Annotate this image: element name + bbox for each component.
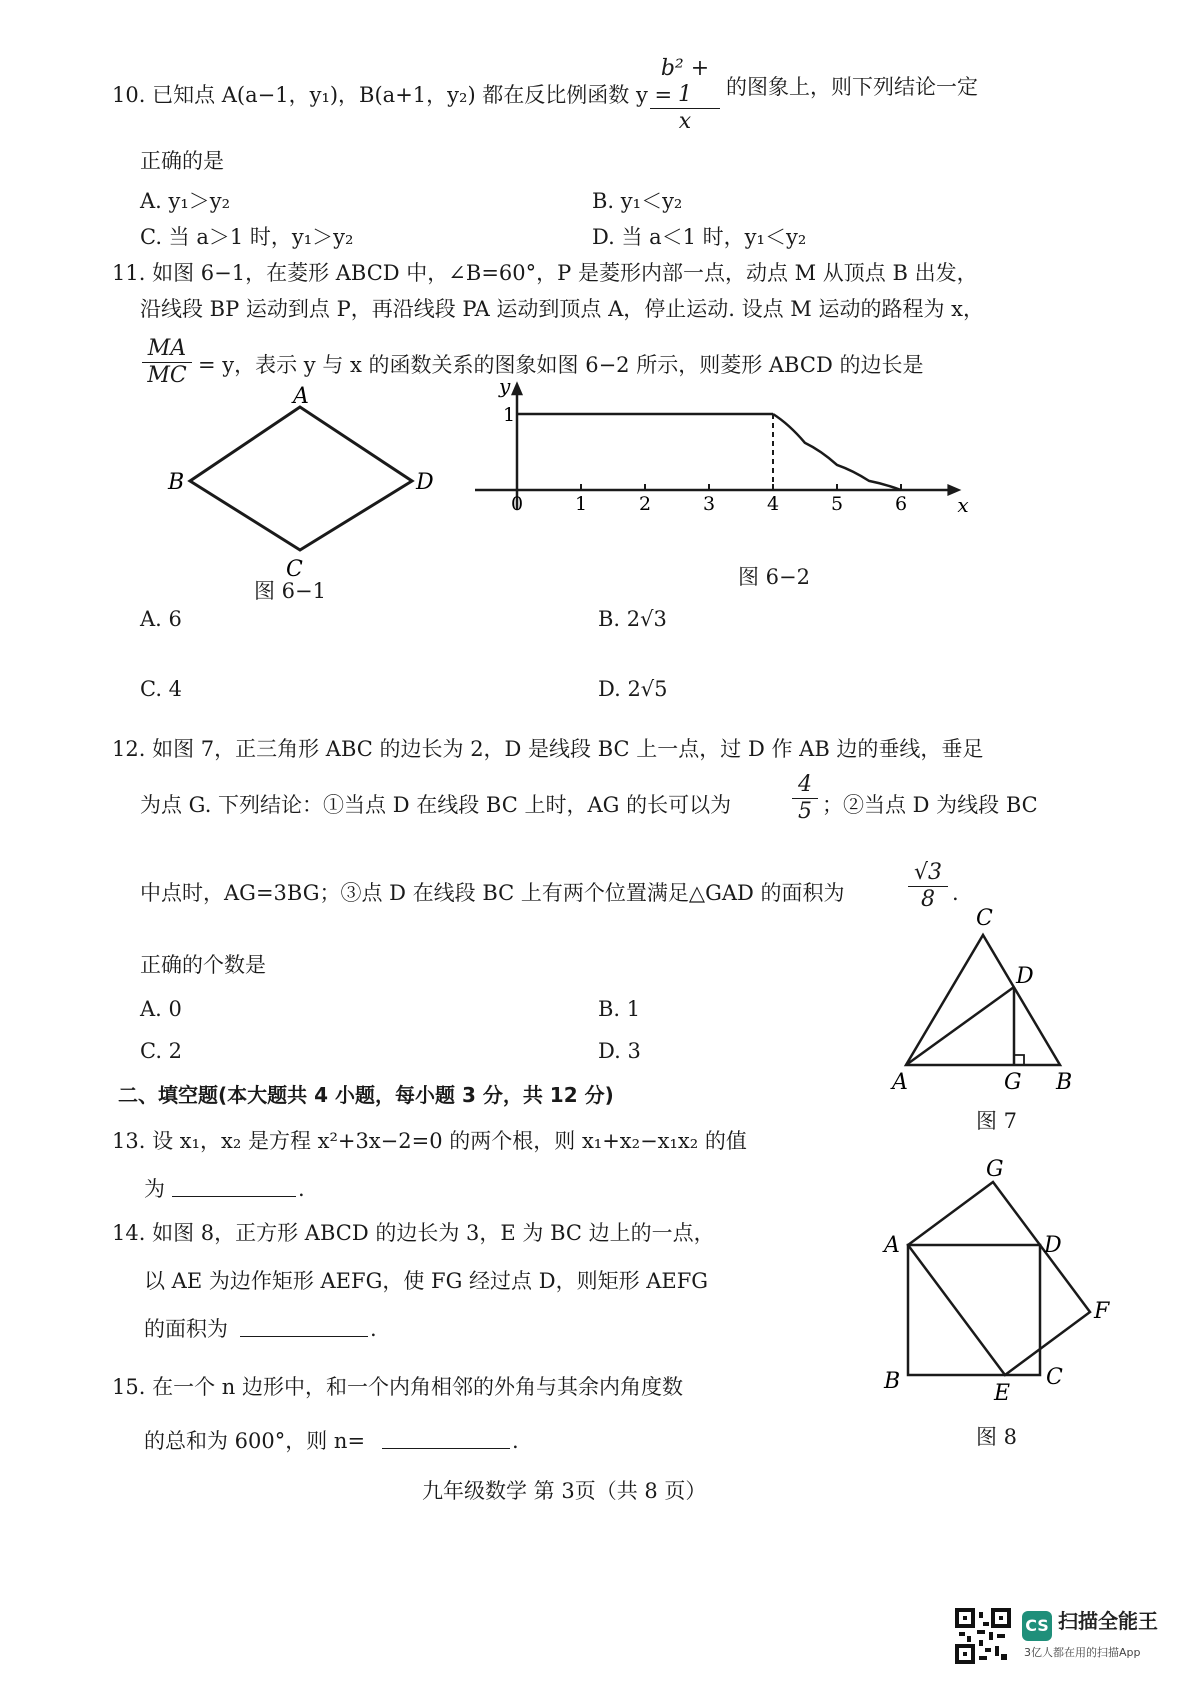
fig8-label-f: F	[1094, 1299, 1110, 1324]
q10-line1-tail: 的图象上，则下列结论一定	[726, 75, 978, 99]
tri-label-d: D	[1016, 964, 1034, 989]
q14-line2: 以 AE 为边作矩形 AEFG，使 FG 经过点 D，则矩形 AEFG	[144, 1269, 709, 1293]
q13-line2-end: .	[298, 1177, 305, 1201]
app-logo-icon: CS	[1022, 1611, 1052, 1641]
q12-frac2-num: √3	[908, 860, 948, 887]
triangle-abc	[906, 935, 1060, 1065]
q10-option-c: C. 当 a＞1 时，y₁＞y₂	[140, 225, 354, 249]
q14-line1: 14. 如图 8，正方形 ABCD 的边长为 3，E 为 BC 边上的一点，	[112, 1221, 715, 1245]
tri-label-a: A	[892, 1070, 908, 1095]
q12-frac1-den: 5	[798, 799, 812, 824]
q12-option-b: B. 1	[598, 997, 641, 1021]
q11-frac-den: MC	[147, 363, 187, 388]
fig8-label-b: B	[884, 1369, 901, 1394]
fig-6-2-caption: 图 6−2	[738, 565, 810, 589]
rhombus-label-d: D	[416, 470, 434, 495]
q10-frac-den: x	[678, 109, 692, 134]
q12-option-d: D. 3	[598, 1039, 641, 1063]
fig-8-caption: 图 8	[976, 1425, 1018, 1449]
q11-option-b: B. 2√3	[598, 607, 667, 631]
y-tick-label: 1	[503, 404, 516, 426]
fig-6-1-caption: 图 6−1	[254, 579, 326, 603]
q12-line3-head: 中点时，AG=3BG；③点 D 在线段 BC 上有两个位置满足△GAD 的面积为	[140, 881, 845, 905]
q12-option-a: A. 0	[140, 997, 182, 1021]
y-axis-label: y	[499, 374, 511, 399]
q10-option-d: D. 当 a＜1 时，y₁＜y₂	[592, 225, 807, 249]
x-tick-label: 0	[511, 493, 524, 515]
q11-option-a: A. 6	[140, 607, 182, 631]
fig-7-caption: 图 7	[976, 1109, 1018, 1133]
app-slogan: 3亿人都在用的扫描App	[1024, 1646, 1141, 1659]
q12-frac1-num: 4	[792, 772, 818, 799]
rhombus-label-c: C	[286, 557, 303, 582]
square-abcd	[908, 1245, 1040, 1375]
rhombus-label-a: A	[293, 384, 309, 409]
q11-option-d: D. 2√5	[598, 677, 668, 701]
x-tick-label: 3	[703, 493, 716, 515]
x-tick-label: 2	[639, 493, 652, 515]
q10-line2: 正确的是	[140, 149, 224, 173]
tri-label-b: B	[1056, 1070, 1073, 1095]
tri-label-g: G	[1004, 1070, 1022, 1095]
x-axis-label: x	[957, 493, 969, 517]
figure-7-triangle	[880, 895, 1080, 1095]
figure-6-2-chart	[499, 374, 1030, 560]
fig8-label-e: E	[994, 1381, 1011, 1406]
q12-fraction-1	[792, 772, 818, 825]
q15-line2: 的总和为 600°，则 n=	[144, 1429, 366, 1453]
q10-fraction	[650, 56, 720, 135]
q10-frac-num: b² + 1	[650, 56, 720, 109]
series-line-curve	[773, 414, 901, 490]
q13-line1: 13. 设 x₁，x₂ 是方程 x²+3x−2=0 的两个根，则 x₁+x₂−x₁x₂ 的值	[112, 1129, 747, 1153]
q12-option-c: C. 2	[140, 1039, 183, 1063]
q13-answer-blank[interactable]	[172, 1196, 296, 1197]
fig8-label-d: D	[1044, 1233, 1062, 1258]
q11-line3-tail: = y，表示 y 与 x 的函数关系的图象如图 6−2 所示，则菱形 ABCD 的边长是	[198, 353, 924, 377]
q14-line3-end: .	[370, 1317, 377, 1341]
q11-option-c: C. 4	[140, 677, 183, 701]
q14-answer-blank[interactable]	[240, 1336, 368, 1337]
segment-ad	[906, 987, 1014, 1065]
q10-line1: 10. 已知点 A(a−1，y₁)，B(a+1，y₂) 都在反比例函数 y =	[112, 83, 673, 107]
q11-line1: 11. 如图 6−1，在菱形 ABCD 中，∠B=60°，P 是菱形内部一点，动点 M 从顶点 B 出发，	[112, 261, 978, 285]
x-tick-label: 1	[575, 493, 588, 515]
x-tick-label: 6	[895, 493, 908, 515]
fig8-label-a: A	[884, 1233, 900, 1258]
q15-line1: 15. 在一个 n 边形中，和一个内角相邻的外角与其余内角度数	[112, 1375, 683, 1399]
q12-line2-head: 为点 G. 下列结论：①当点 D 在线段 BC 上时，AG 的长可以为	[140, 793, 732, 817]
app-name: 扫描全能王	[1058, 1609, 1158, 1633]
section2-heading: 二、填空题(本大题共 4 小题，每小题 3 分，共 12 分)	[118, 1083, 614, 1107]
right-angle-mark	[1014, 1055, 1024, 1065]
fig8-label-c: C	[1046, 1365, 1063, 1390]
q12-line1: 12. 如图 7，正三角形 ABC 的边长为 2，D 是线段 BC 上一点，过 D 作 AB 边的垂线，垂足	[112, 737, 984, 761]
q15-line2-end: .	[512, 1429, 519, 1453]
q12-line4: 正确的个数是	[140, 953, 266, 977]
q12-line3-tail: .	[952, 881, 959, 905]
q10-option-b: B. y₁＜y₂	[592, 189, 683, 213]
rhombus-label-b: B	[168, 470, 185, 495]
q11-frac-num: MA	[142, 336, 192, 363]
q10-option-a: A. y₁＞y₂	[140, 189, 231, 213]
figure-8-square-rectangle	[880, 1157, 1120, 1410]
q12-line2-tail: ；②当点 D 为线段 BC	[822, 793, 1038, 817]
x-tick-label: 5	[831, 493, 844, 515]
q13-line2: 为	[144, 1177, 165, 1201]
q15-answer-blank[interactable]	[382, 1448, 510, 1449]
tri-label-c: C	[976, 906, 993, 931]
q14-line3: 的面积为	[144, 1317, 228, 1341]
y-axis-arrow	[511, 381, 523, 395]
q12-frac2-den: 8	[921, 887, 935, 912]
qr-code-icon	[955, 1608, 1011, 1664]
q11-fraction	[142, 336, 192, 389]
page-footer: 九年级数学 第 3页（共 8 页）	[422, 1479, 707, 1503]
rectangle-aefg	[908, 1182, 1090, 1375]
q11-line2: 沿线段 BP 运动到点 P，再沿线段 PA 运动到顶点 A，停止运动. 设点 M 运动的路程为 x，	[140, 297, 984, 321]
figure-6-1-rhombus	[160, 385, 450, 585]
fig8-label-g: G	[986, 1157, 1004, 1182]
x-tick-label: 4	[767, 493, 780, 515]
rhombus-shape	[190, 407, 412, 550]
